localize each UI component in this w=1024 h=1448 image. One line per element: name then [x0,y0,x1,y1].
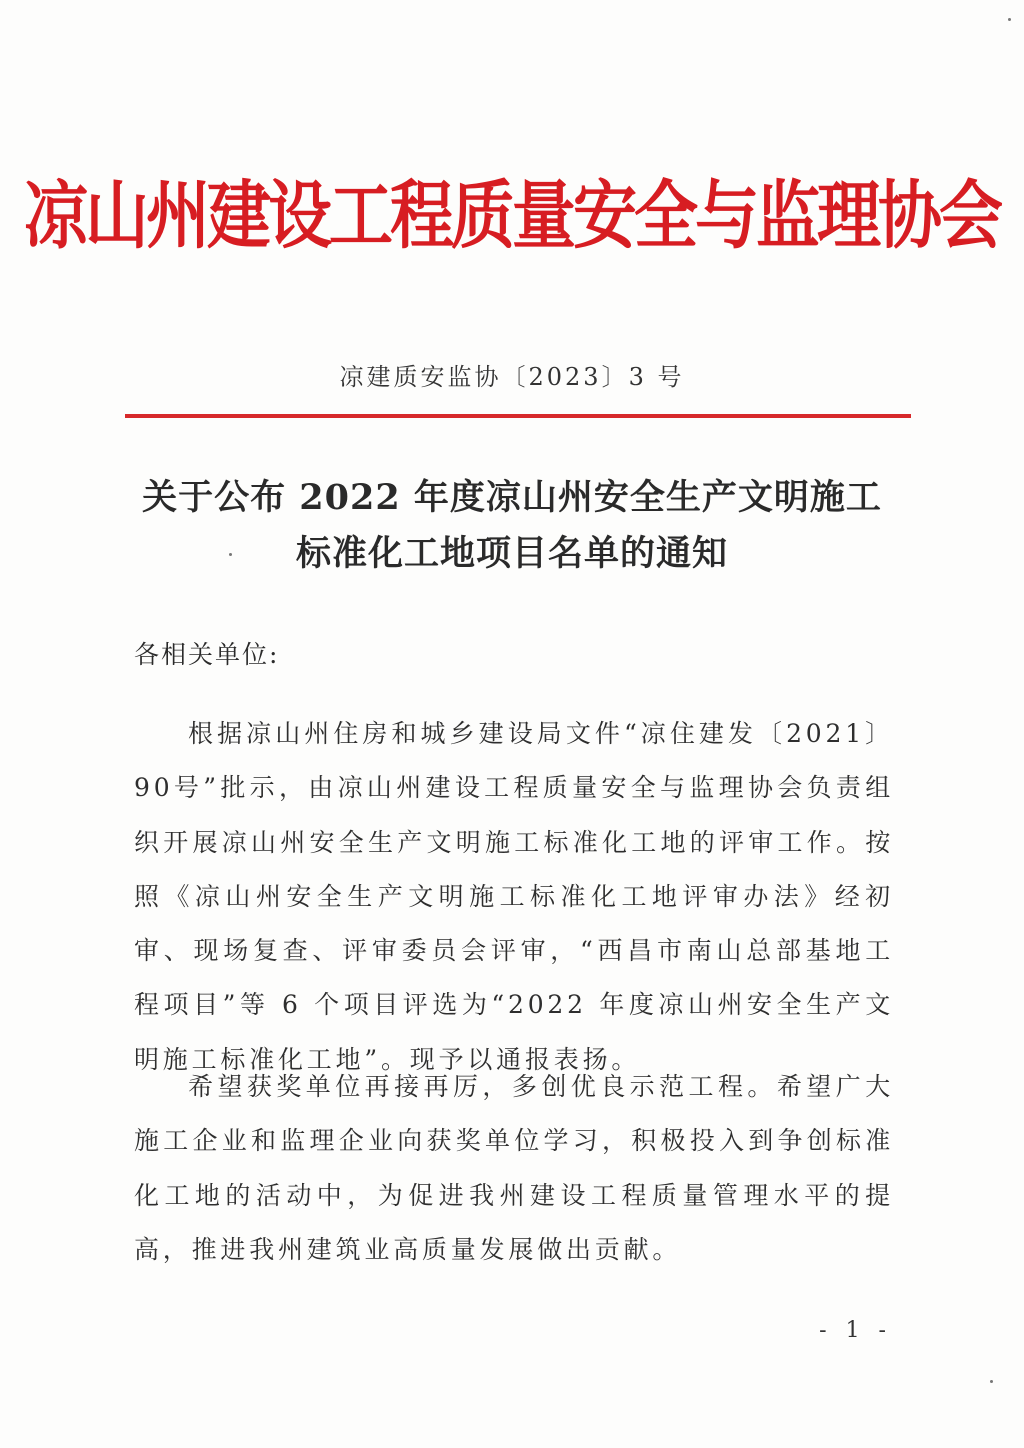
scan-speck [1008,18,1011,21]
organization-header: 凉山州建设工程质量安全与监理协会 [24,174,1000,260]
page-number: - 1 - [819,1318,892,1343]
scan-speck [990,1380,993,1383]
body-paragraph-2: 希望获奖单位再接再厉，多创优良示范工程。希望广大施工企业和监理企业向获奖单位学习，积极投入到争创标准化工地的活动中，为促进我州建设工程质量管理水平的提高，推进我州建筑业高质量发展做出贡献。 [134,1072,894,1264]
red-divider-line [125,414,911,418]
notice-title-line-2: 标准化工地项目名单的通知 [295,533,728,574]
body-paragraph-1: 根据凉山州住房和城乡建设局文件“凉住建发〔2021〕90号”批示，由凉山州建设工程质量安全与监理协会负责组织开展凉山州安全生产文明施工标准化工地的评审工作。按照《凉山州安全生产文明施工标准化工地评审办法》经初审、现场复查、评审委员会评审，“西昌市南山总部基地工程项目”等 6 个项目评选为“2022 年度凉山州安全生产文明施工标准化工地”。现予以通报表扬。 [134,719,894,1074]
document-number: 凉建质安监协〔2023〕3 号 [339,363,685,391]
scan-speck [229,553,232,556]
notice-title-line-1: 关于公布 2022 年度凉山州安全生产文明施工 [142,477,882,518]
salutation: 各相关单位: [134,640,280,669]
